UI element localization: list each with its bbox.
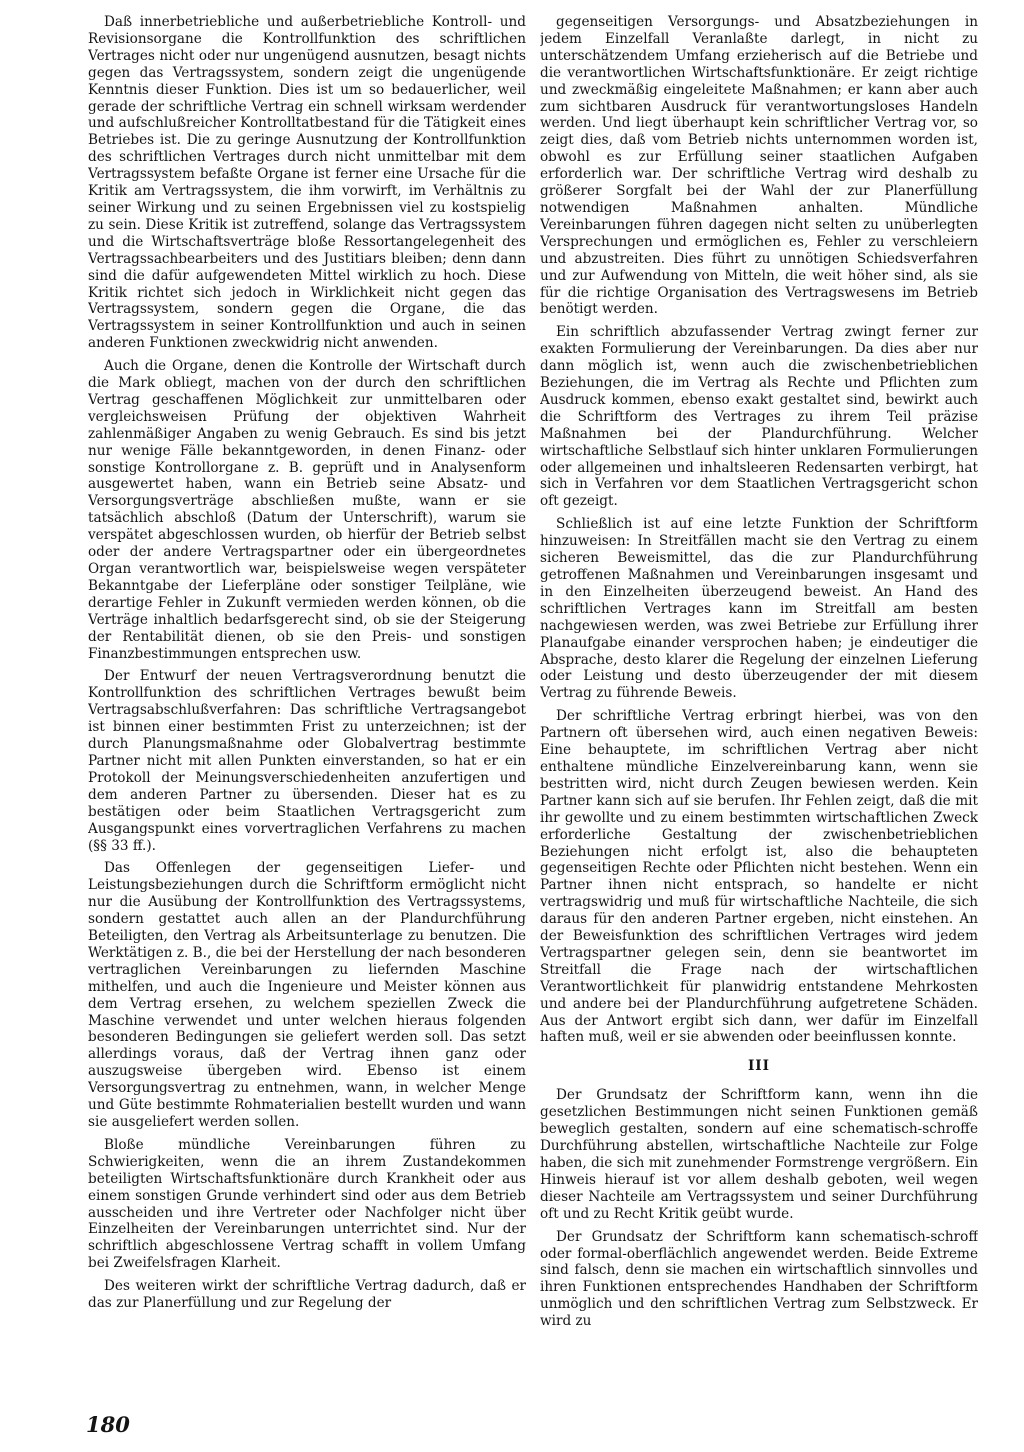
section-heading: III [747,1058,771,1075]
paragraph: Der Entwurf der neuen Vertragsverordnung benutzt die Kontrollfunktion des schriftlichen Vertrages bewußt beim Vertragsabschlußverfahren: Das schriftliche Vertragsangebot ist binnen einer bestimmten Frist zu unterzeichnen; ist der durch Planungsmaßnahme oder Globalvertrag bestimmte Partner nicht mit allen Punkten einverstanden, so hat er ein Protokoll der Meinungsverschiedenheiten anzufertigen und dem anderen Partner zu übersenden. Dieser hat es zu bestätigen oder beim Staatlichen Vertragsgericht zum Ausgangspunkt eines vorvertraglichen Verfahrens zu machen (§§ 33 ff.). [88,668,526,854]
paragraph: Ein schriftlich abzufassender Vertrag zwingt ferner zur exakten Formulierung der Vereinbarungen. Da dies aber nur dann möglich ist, wenn auch die zwischenbetrieblichen Beziehungen, die im Vertrag als Rechte und Pflichten zum Ausdruck kommen, ebenso exakt gestaltet sind, bewirkt auch die Schriftform des Vertrages zu ihrem Teil präzise Maßnahmen bei der Plandurchführung. Welcher wirtschaftliche Selbstlauf sich hinter unklaren Formulierungen oder allgemeinen und inhaltsleeren Redensarten verbirgt, hat sich in Verfahren vor dem Staatlichen Vertragsgericht schon oft gezeigt. [540,324,978,510]
paragraph: Des weiteren wirkt der schriftliche Vertrag dadurch, daß er das zur Planerfüllung und zur Regelung der [88,1278,526,1312]
paragraph: Der Grundsatz der Schriftform kann schematisch-schroff oder formal-oberflächlich angewendet werden. Beide Extreme sind falsch, denn sie machen ein wirtschaftlich sinnvolles und ihren Funktionen entsprechendes Handhaben der Schriftform unmöglich und den schriftlichen Vertrag zum Selbstzweck. Er wird zu [540,1228,978,1330]
paragraph: Der schriftliche Vertrag erbringt hierbei, was von den Partnern oft übersehen wird, auch einen negativen Beweis: Eine behauptete, im schriftlichen Vertrag aber nicht enthaltene mündliche Einzelvereinbarung kann, wenn sie bestritten wird, nicht durch Zeugen bewiesen werden. Kein Partner kann sich auf sie berufen. Ihr Fehlen zeigt, daß die mit ihr gewollte und zu einem bestimmten wirtschaftlichen Zweck erforderliche Gestaltung der zwischenbetrieblichen Beziehungen nicht erfolgt ist, also die behaupteten gegenseitigen Rechte oder Pflichten nicht bestehen. Wenn ein Partner ihnen nicht entsprach, so handelte er nicht vertragswidrig und muß für wirtschaftliche Nachteile, die sich daraus für den anderen Partner ergeben, nicht einstehen. An der Beweisfunktion des schriftlichen Vertrages wird jedem Vertragspartner gelegen sein, denn sie beantwortet im Streitfall die Frage nach der wirtschaftlichen Verantwortlichkeit für planwidrig entstandene Mehrkosten und andere bei der Plandurchführung aufgetretene Schäden. Aus der Antwort ergibt sich dann, wer dafür im Einzelfall haften muß, weil er sie abwenden oder beeinflussen konnte. [540,708,978,1046]
page-number: 180 [86,1412,130,1437]
paragraph: Der Grundsatz der Schriftform kann, wenn ihn die gesetzlichen Bestimmungen nicht seinen Funktionen gemäß beweglich gestalten, sondern auf eine schematisch-schroffe Durchführung abstellen, wirtschaftliche Nachteile zur Folge haben, die sich mit zunehmender Formstrenge vergrößern. Ein Hinweis hierauf ist vor allem deshalb geboten, weil wegen dieser Nachteile am Vertragssystem und seiner Durchführung oft und zu Recht Kritik geübt wurde. [540,1087,978,1222]
left-column [88,14,526,1386]
paragraph: Bloße mündliche Vereinbarungen führen zu Schwierigkeiten, wenn die an ihrem Zustandekommen beteiligten Wirtschaftsfunktionäre durch Krankheit oder aus einem sonstigen Grunde verhindert sind oder aus dem Betrieb ausscheiden und ihre Vertreter oder Nachfolger nicht über Einzelheiten der Vereinbarungen unterrichtet sind. Nur der schriftlich abgeschlossene Vertrag schafft in vollem Umfang bei Zweifelsfragen Klarheit. [88,1136,526,1272]
paragraph: Daß innerbetriebliche und außerbetriebliche Kontroll- und Revisionsorgane die Kontrollfunktion des schriftlichen Vertrages nicht oder nur ungenügend ausnutzen, besagt nichts gegen das Vertragssystem, sondern zeigt die ungenügende Kenntnis dieser Funktion. Dies ist um so bedauerlicher, weil gerade der schriftliche Vertrag ein schnell wirksam werdender und aufschlußreicher Kontrolltatbestand für die Tätigkeit eines Betriebes ist. Die zu geringe Ausnutzung der Kontrollfunktion des schriftlichen Vertrages durch nicht unmittelbar mit dem Vertragssystem befaßte Organe ist ferner eine Ursache für die Kritik am Vertragssystem, die ihm vorwirft, im Verhältnis zu seiner Wirkung und zu seinen Ergebnissen viel zu kostspielig zu sein. Diese Kritik ist zutreffend, solange das Vertragssystem und die Wirtschaftsverträge bloße Ressortangelegenheit des Vertragssachbearbeiters und des Justitiars bleiben; denn dann sind die dafür aufgewendeten Mittel wirklich zu hoch. Diese Kritik richtet sich jedoch in Wirklichkeit nicht gegen das Vertragssystem, sondern gegen die Organe, die das Vertragssystem in seiner Kontrollfunktion und auch in seinen anderen Funktionen zweckwidrig nicht anwenden. [88,14,526,352]
right-column [540,14,978,1386]
paragraph: Auch die Organe, denen die Kontrolle der Wirtschaft durch die Mark obliegt, machen von der durch den schriftlichen Vertrag geschaffenen Möglichkeit zur unmittelbaren oder vergleichsweisen Prüfung der objektiven Wahrheit zahlenmäßiger Angaben zu wenig Gebrauch. Es sind bis jetzt nur wenige Fälle bekanntgeworden, in denen Finanz- oder sonstige Kontrollorgane z. B. geprüft und in Analysenform ausgewertet haben, wann ein Betrieb seine Absatz- und Versorgungsverträge abschließen mußte, wann er sie tatsächlich abschloß (Datum der Unterschrift), warum sie verspätet abgeschlossen wurden, ob hierfür der Betrieb selbst oder der andere Vertragspartner oder ein übergeordnetes Organ verantwortlich war, beispielsweise wegen verspäteter Bekanntgabe der Lieferpläne oder sonstiger Teilpläne, wie derartige Fehler in Zukunft vermieden werden können, ob die Verträge inhaltlich bedarfsgerecht sind, ob sie der Steigerung der Rentabilität dienen, ob sie den Preis- und sonstigen Finanzbestimmungen entsprechen usw. [88,358,526,662]
paragraph: Das Offenlegen der gegenseitigen Liefer- und Leistungsbeziehungen durch die Schriftform ermöglicht nicht nur die Ausübung der Kontrollfunktion des Vertragssystems, sondern gestattet auch allen an der Plandurchführung Beteiligten, den Vertrag als Arbeitsunterlage zu benutzen. Die Werktätigen z. B., die bei der Herstellung der nach besonderen vertraglichen Vereinbarungen zu liefernden Maschine mithelfen, und auch die Ingenieure und Meister können aus dem Vertrag ersehen, zu welchem speziellen Zweck die Maschine verwendet und unter welchen hieraus folgenden besonderen Bedingungen sie geliefert werden soll. Das setzt allerdings voraus, daß der Vertrag ihnen ganz oder auszugsweise übergeben wird. Ebenso ist einem Versorgungsvertrag zu entnehmen, wann, in welcher Menge und Güte bestimmte Rohmaterialien bestellt wurden und wann sie ausgeliefert werden sollen. [88,860,526,1130]
paragraph: Schließlich ist auf eine letzte Funktion der Schriftform hinzuweisen: In Streitfällen macht sie den Vertrag zu einem sicheren Beweismittel, das die zur Plandurchführung getroffenen Maßnahmen und Vereinbarungen insgesamt und in den Einzelheiten überzeugend beweist. An Hand des schriftlichen Vertrages kann im Streitfall am besten nachgewiesen werden, was zwei Betriebe zur Erfüllung ihrer Planaufgabe einander versprochen haben; je eindeutiger die Absprache, desto klarer die Regelung der einzelnen Lieferung oder Leistung und desto überzeugender der mit diesem Vertrag zu führende Beweis. [540,516,978,702]
paragraph: gegenseitigen Versorgungs- und Absatzbeziehungen in jedem Einzelfall Veranlaßte darlegt, in nicht zu unterschätzendem Umfang erzieherisch auf die Betriebe und die verantwortlichen Wirtschaftsfunktionäre. Er zeigt richtige und zweckmäßig eingeleitete Maßnahmen; er kann aber auch zum sichtbaren Ausdruck für verantwortungsloses Handeln werden. Und liegt überhaupt kein schriftlicher Vertrag vor, so zeigt dies, daß vom Betrieb nichts unternommen worden ist, obwohl es zur Erfüllung seiner staatlichen Aufgaben erforderlich war. Der schriftliche Vertrag wird deshalb zu größerer Sorgfalt bei der Wahl der zur Planerfüllung notwendigen Maßnahmen anhalten. Mündliche Vereinbarungen führen dagegen nicht selten zu unüberlegten Versprechungen und ermöglichen es, Fehler zu verschleiern und abzustreiten. Dies führt zu unnötigen Schiedsverfahren und zur Aufwendung von Mitteln, die weit höher sind, als sie für die richtige Organisation des Vertragswesens im Betrieb benötigt werden. [540,14,978,318]
